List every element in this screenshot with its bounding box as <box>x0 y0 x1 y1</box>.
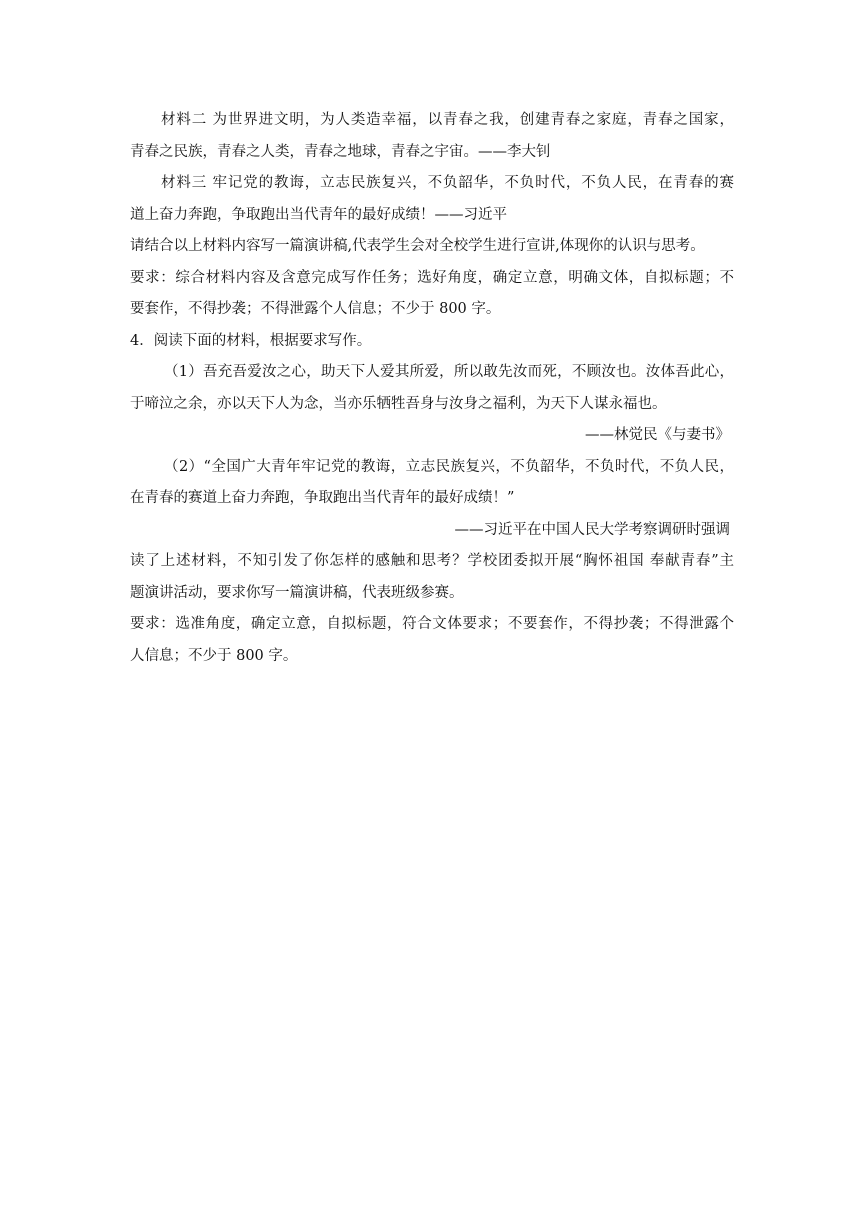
question4-heading: 4．阅读下面的材料，根据要求写作。 <box>130 332 372 349</box>
task3-instruction: 请结合以上材料内容写一篇演讲稿,代表学生会对全校学生进行宣讲,体现你的认识与思考。 <box>130 238 705 254</box>
question4-requirement-line1: 要求：选准角度，确定立意，自拟标题，符合文体要求；不要套作，不得抄袭；不得泄露个 <box>130 616 734 632</box>
material2-line1: 材料二 为世界进文明，为人类造幸福，以青春之我，创建青春之家庭，青春之国家， <box>161 112 734 128</box>
quote2-line1: （2）“全国广大青年牢记党的教诲，立志民族复兴，不负韶华，不负时代，不负人民， <box>164 458 734 475</box>
question4-prompt-line1: 读了上述材料，不知引发了你怎样的感触和思考？学校团委拟开展“胸怀祖国 奉献青春”主 <box>130 553 734 569</box>
material3-line1: 材料三 牢记党的教诲，立志民族复兴，不负韶华，不负时代，不负人民，在青春的赛 <box>161 175 734 191</box>
quote1-source: ——林觉民《与妻书》 <box>585 427 730 443</box>
document-page <box>130 105 734 672</box>
task3-requirement-line1: 要求：综合材料内容及含意完成写作任务；选好角度，确定立意，明确文体，自拟标题；不 <box>130 269 734 286</box>
question4-requirement-line2: 人信息；不少于 800 字。 <box>130 647 298 664</box>
material2-line2: 青春之民族，青春之人类，青春之地球，青春之宇宙。——李大钊 <box>130 143 551 160</box>
quote2-line2: 在青春的赛道上奋力奔跑，争取跑出当代青年的最好成绩！” <box>130 490 515 506</box>
material3-line2: 道上奋力奔跑，争取跑出当代青年的最好成绩！——习近平 <box>130 206 507 223</box>
quote2-source: ——习近平在中国人民大学考察调研时强调 <box>454 521 730 538</box>
task3-requirement-line2: 要套作，不得抄袭；不得泄露个人信息；不少于 800 字。 <box>130 301 501 317</box>
quote1-line2: 于啼泣之余，亦以天下人为念，当亦乐牺牲吾身与汝身之福利，为天下人谋永福也。 <box>130 395 667 412</box>
question4-prompt-line2: 题演讲活动，要求你写一篇演讲稿，代表班级参赛。 <box>130 584 464 601</box>
quote1-line1: （1）吾充吾爱汝之心，助天下人爱其所爱，所以敢先汝而死，不顾汝也。汝体吾此心， <box>164 364 734 380</box>
